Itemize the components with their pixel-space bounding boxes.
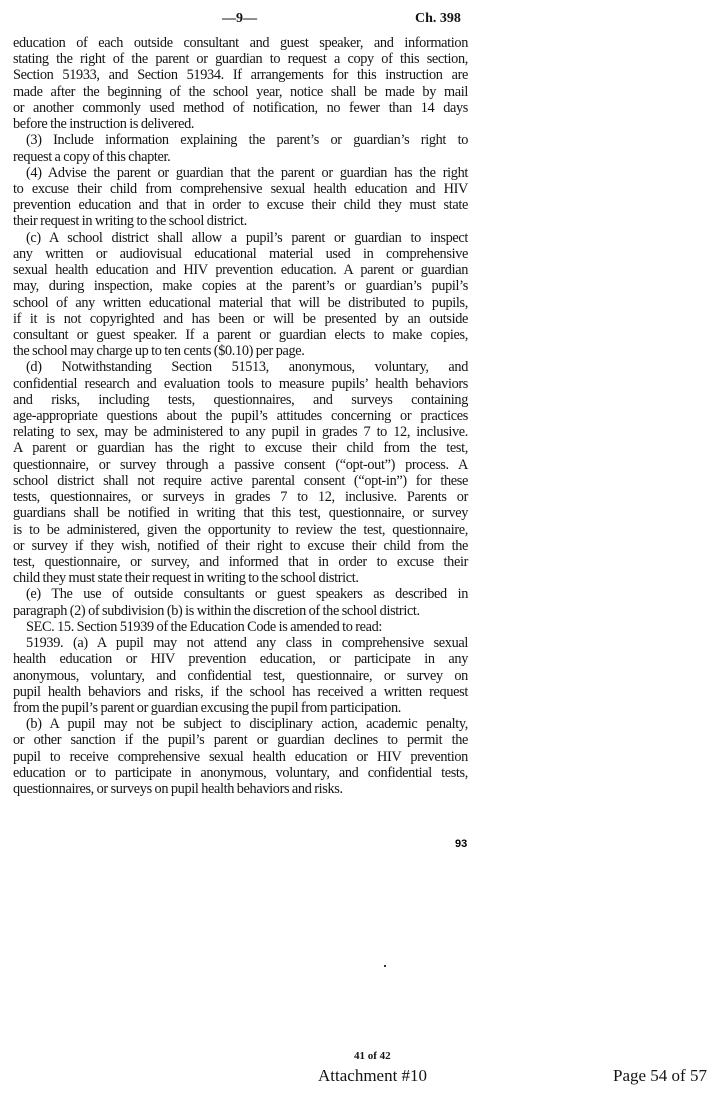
chapter-label: Ch. 398 [415,11,461,26]
text-line: (3) Include information explaining the parent’s or guardian’s right to [26,132,468,149]
text-line: age-appropriate questions about the pupil’s attitudes concerning or practices [13,408,468,425]
text-line: from the pupil’s parent or guardian excusing the pupil from participation. [13,699,401,716]
text-line: to excuse their child from comprehensive sexual health education and HIV [13,180,468,197]
page-number-marker: —9— [222,11,257,26]
text-line: stating the right of the parent or guardian to request a copy of this section, [13,51,468,68]
text-line: (4) Advise the parent or guardian that the parent or guardian has the right [26,164,468,181]
text-line: questionnaire, or survey through a passive consent (“opt-out”) process. A [13,456,468,473]
text-line: if it is not copyrighted and has been or will be presented by an outside [13,310,468,327]
page-of-pages: 41 of 42 [354,1050,391,1062]
text-line: A parent or guardian has the right to excuse their child from the test, [13,440,468,457]
text-line: 51939. (a) A pupil may not attend any class in comprehensive sexual [26,635,468,652]
text-line: SEC. 15. Section 51939 of the Education Code is amended to read: [26,618,383,635]
text-line: pupil health behaviors and risks, if the school has received a written request [13,683,468,700]
text-line: before the instruction is delivered. [13,116,195,133]
text-line: tests, questionnaires, or surveys in grades 7 to 12, inclusive. Parents or [13,489,468,506]
text-line: made after the beginning of the school year, notice shall be made by mail [13,83,468,100]
text-line: (d) Notwithstanding Section 51513, anonymous, voluntary, and [26,359,468,376]
text-line: relating to sex, may be administered to any pupil in grades 7 to 12, inclusive. [13,424,468,441]
text-line: anonymous, voluntary, and confidential test, questionnaire, or survey on [13,667,468,684]
text-line: or other sanction if the pupil’s parent or guardian declines to permit the [13,732,468,749]
text-line: request a copy of this chapter. [13,148,171,165]
text-line: and risks, including tests, questionnaires, and surveys containing [13,391,468,408]
text-line: questionnaires, or surveys on pupil health behaviors and risks. [13,781,343,798]
text-line: their request in writing to the school district. [13,213,247,230]
statute-text-body [13,35,468,797]
text-line: school of any written educational material that will be distributed to pupils, [13,294,468,311]
bill-number: 93 [455,838,468,850]
text-line: prevention education and that in order to excuse their child they must state [13,197,468,214]
text-line: confidential research and evaluation tools to measure pupils’ health behaviors [13,375,468,392]
text-line: school district shall not require active parental consent (“opt-in”) for these [13,472,468,489]
text-line: test, questionnaire, or survey, and informed that in order to excuse their [13,554,468,570]
text-line: sexual health education and HIV prevention education. A parent or guardian [13,262,468,279]
text-line: consultant or guest speaker. If a parent or guardian elects to make copies, [13,326,468,343]
text-line: (e) The use of outside consultants or guest speakers as described in [26,586,468,603]
text-line: Section 51933, and Section 51934. If arrangements for this instruction are [13,67,468,84]
text-line: any written or audiovisual educational material used in comprehensive [13,245,468,262]
text-line: or survey if they wish, notified of their right to excuse their child from the [13,537,468,554]
text-line: or another commonly used method of notification, no fewer than 14 days [13,99,468,116]
text-line: pupil to receive comprehensive sexual health education or HIV prevention [13,748,468,765]
text-line: health education or HIV prevention education, or participate in any [13,651,468,668]
text-line: may, during inspection, make copies at the parent’s or guardian’s pupil’s [13,278,468,295]
text-line: (c) A school district shall allow a pupil’s parent or guardian to inspect [26,229,468,246]
page-count: Page 54 of 57 [613,1066,707,1085]
text-line: education of each outside consultant and guest speaker, and information [13,35,468,51]
text-line: is to be administered, given the opportunity to review the test, questionnaire, [13,521,468,538]
text-line: the school may charge up to ten cents ($0.10) per page. [13,343,305,360]
text-line: education or to participate in anonymous, voluntary, and confidential tests, [13,764,468,781]
text-line: guardians shall be notified in writing that this test, questionnaire, or survey [13,505,468,522]
text-line: child they must state their request in writing to the school district. [13,570,359,587]
text-line: (b) A pupil may not be subject to disciplinary action, academic penalty, [26,716,468,733]
scan-speck [384,965,386,967]
attachment-label: Attachment #10 [318,1066,428,1085]
text-line: paragraph (2) of subdivision (b) is within the discretion of the school district. [13,602,420,619]
